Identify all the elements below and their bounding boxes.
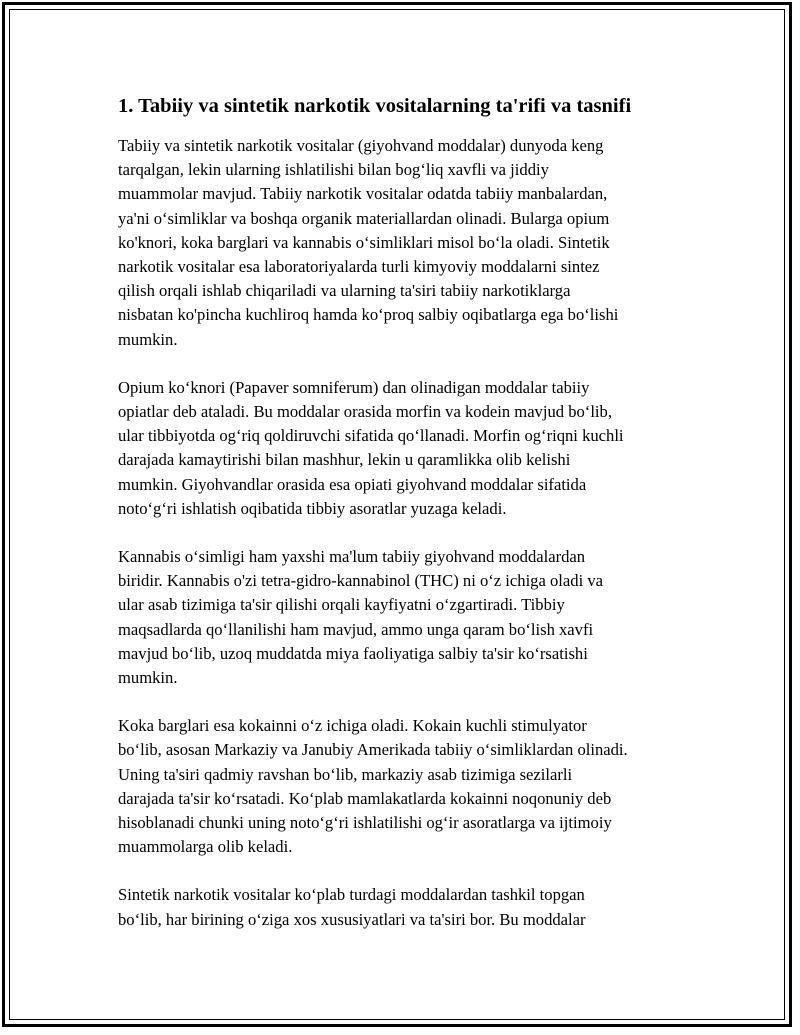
text-line: Koka barglari esa kokainni o‘z ichiga oladi. Kokain kuchli stimulyator [118,716,587,736]
text-line: maqsadlarda qo‘llanilishi ham mavjud, ammo unga qaram bo‘lish xavfi [118,619,594,639]
text-line: opiatlar deb ataladi. Bu moddalar orasida morfin va kodein mavjud bo‘lib, [118,402,612,422]
document-body [118,92,698,956]
text-line: Sintetik narkotik vositalar ko‘plab turdagi moddalardan tashkil topgan [118,885,585,905]
text-line: mumkin. Giyohvandlar orasida esa opiati giyohvand moddalar sifatida [118,474,587,494]
text-line: ular tibbiyotda og‘riq qoldiruvchi sifatida qo‘llanadi. Morfin og‘riqni kuchli [118,426,624,446]
text-line: ular asab tizimiga ta'sir qilishi orqali kayfiyatni o‘zgartiradi. Tibbiy [118,595,565,615]
text-line: noto‘g‘ri ishlatish oqibatida tibbiy asoratlar yuzaga keladi. [118,498,507,518]
text-line: darajada ta'sir ko‘rsatadi. Ko‘plab mamlakatlarda kokainni noqonuniy deb [118,788,612,808]
paragraph [118,883,698,931]
text-line: nisbatan ko'pincha kuchliroq hamda ko‘proq salbiy oqibatlarga ega bo‘lishi [118,305,619,325]
text-line: Tabiiy va sintetik narkotik vositalar (giyohvand moddalar) dunyoda keng [118,136,604,155]
text-line: muammolarga olib keladi. [118,837,293,857]
text-line: bo‘lib, har birining o‘ziga xos xususiyatlari va ta'siri bor. Bu moddalar [118,909,586,929]
text-line: mumkin. [118,668,178,688]
text-line: biridir. Kannabis o'zi tetra-gidro-kannabinol (THC) ni o‘z ichiga oladi va [118,571,603,591]
text-line: muammolar mavjud. Tabiiy narkotik vositalar odatda tabiiy manbalardan, [118,184,608,204]
paragraph [118,714,698,859]
text-line: ya'ni o‘simliklar va boshqa organik materiallardan olinadi. Bularga opium [118,208,610,228]
paragraph [118,545,698,690]
paragraph [118,376,698,521]
paragraph [118,134,698,352]
section-heading: 1. Tabiiy va sintetik narkotik vositalarning ta'rifi va tasnifi [118,95,632,117]
text-line: mumkin. [118,329,178,349]
text-line: darajada kamaytirishi bilan mashhur, lekin u qaramlikka olib kelishi [118,450,571,470]
text-line: bo‘lib, asosan Markaziy va Janubiy Amerikada tabiiy o‘simliklardan olinadi. [118,740,628,760]
text-line: qilish orqali ishlab chiqariladi va ularning ta'siri tabiiy narkotiklarga [118,281,571,301]
text-line: Uning ta'siri qadmiy ravshan bo‘lib, markaziy asab tizimiga sezilarli [118,764,573,784]
text-line: narkotik vositalar esa laboratoriyalarda turli kimyoviy moddalarni sintez [118,257,600,277]
text-line: hisoblanadi chunki uning noto‘g‘ri ishlatilishi og‘ir asoratlarga va ijtimoiy [118,813,612,833]
text-line: Kannabis o‘simligi ham yaxshi ma'lum tabiiy giyohvand moddalardan [118,547,586,567]
text-line: tarqalgan, lekin ularning ishlatilishi bilan bog‘liq xavfli va jiddiy [118,160,549,180]
text-line: Opium ko‘knori (Papaver somniferum) dan olinadigan moddalar tabiiy [118,377,590,397]
text-line: mavjud bo‘lib, uzoq muddatda miya faoliyatiga salbiy ta'sir ko‘rsatishi [118,643,588,663]
text-line: ko'knori, koka barglari va kannabis o‘simliklari misol bo‘la oladi. Sintetik [118,232,610,252]
